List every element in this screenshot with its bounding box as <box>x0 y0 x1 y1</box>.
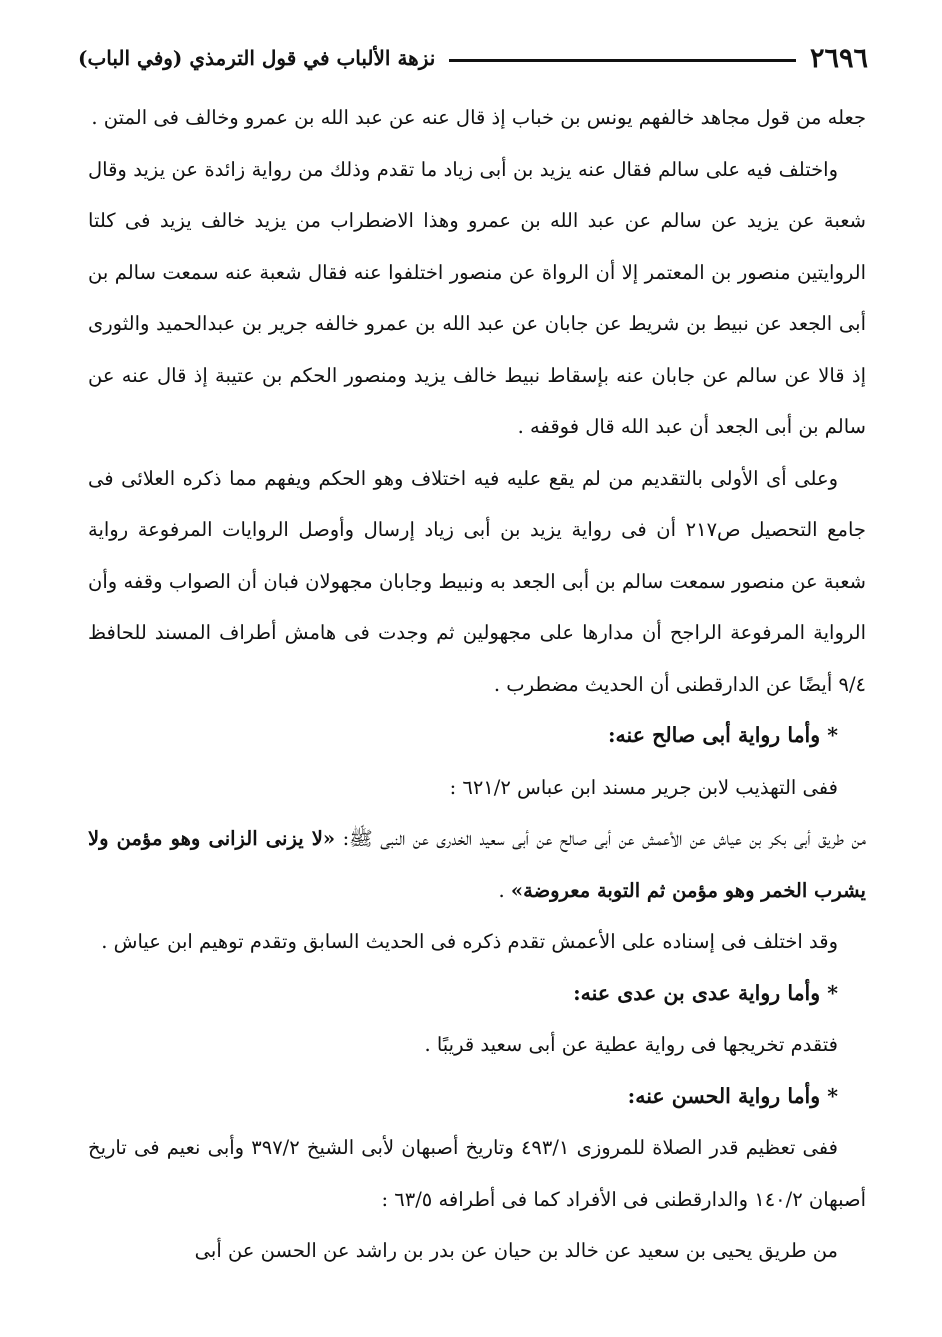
paragraph-continuation: جعله من قول مجاهد خالفهم يونس بن خباب إذ قال عنه عن عبد الله بن عمرو وخالف فى المتن . <box>91 106 866 129</box>
page-number: ٢٦٩٦ <box>809 42 868 74</box>
paragraph-hadith-chain <box>88 813 866 916</box>
section-heading-hasan: * وأما رواية الحسن عنه: <box>627 1083 838 1108</box>
paragraph-adi-reference: فتقدم تخريجها فى رواية عطية عن أبى سعيد قريبًا . <box>424 1033 838 1056</box>
section-heading-adi: * وأما رواية عدى بن عدى عنه: <box>573 980 838 1005</box>
paragraph-hasan-chain: من طريق يحيى بن سعيد عن خالد بن حيان عن بدر بن راشد عن الحسن عن أبى <box>194 1239 838 1262</box>
header-rule <box>449 59 796 62</box>
running-title: نزهة الألباب في قول الترمذي (وفي الباب) <box>78 46 436 70</box>
paragraph-hasan-sources: ففى تعظيم قدر الصلاة للمروزى ٤٩٣/١ وتاريخ أصبهان لأبى الشيخ ٣٩٧/٢ وأبى نعيم فى تاريخ أصبهان ١٤٠/٢ والدارقطنى فى الأفراد كما فى أطرافه ٦٣/٥ : <box>88 1136 866 1211</box>
page-body <box>88 92 866 1277</box>
hadith-quote: «لا يزنى الزانى وهو مؤمن ولا يشرب الخمر وهو مؤمن ثم التوبة معروضة» <box>88 827 866 902</box>
paragraph-preference: وعلى أى الأولى بالتقديم من لم يقع عليه فيه اختلاف وهو الحكم ويفهم مما ذكره العلائى فى جامع التحصيل ص٢١٧ أن فى رواية يزيد بن أبى زياد إرسال وأوصل الروايات المرفوعة رواية شعبة عن منصور سمعت سالم بن أبى الجعد به ونبيط وجابان مجهولان فبان أن الصواب وقفه وأن الرواية المرفوعة الراجح أن مدارها على مجهولين ثم وجدت فى هامش أطراف المسند للحافظ ٩/٤ أيضًا عن الدارقطنى أن الحديث مضطرب . <box>88 466 866 696</box>
paragraph-isnad-dispute: وقد اختلف فى إسناده على الأعمش تقدم ذكره فى الحديث السابق وتقدم توهيم ابن عياش . <box>101 930 838 953</box>
paragraph-salim-variants: واختلف فيه على سالم فقال عنه يزيد بن أبى زياد ما تقدم وذلك من رواية زائدة عن يزيد وقال شعبة عن يزيد عن سالم عن عبد الله بن عمرو وهذا الاضطراب من يزيد خالف يزيد فى كلتا الروايتين منصور بن المعتمر إلا أن الرواة عن منصور اختلفوا عنه فقال شعبة عنه سمعت سالم بن أبى الجعد عن نبيط بن شريط عن جابان عن عبد الله بن عمرو خالفه جرير بن عبدالحميد والثورى إذ قالا عن سالم عن جابان عنه بإسقاط نبيط خالف يزيد ومنصور الحكم بن عتيبة إذ قال عنه عن سالم بن أبى الجعد أن عبد الله قال فوقفه . <box>88 157 866 438</box>
paragraph-tahdhib-source: ففى التهذيب لابن جرير مسند ابن عباس ٦٢١/٢ : <box>449 775 838 799</box>
page-header <box>78 38 868 78</box>
chain-tail: . <box>498 878 511 902</box>
chain-text: من طريق أبى بكر بن عياش عن الأعمش عن أبى صالح عن أبى سعيد الخدرى عن النبى ﷺ: <box>335 827 866 850</box>
section-heading-abi-salih: * وأما رواية أبى صالح عنه: <box>607 723 838 747</box>
